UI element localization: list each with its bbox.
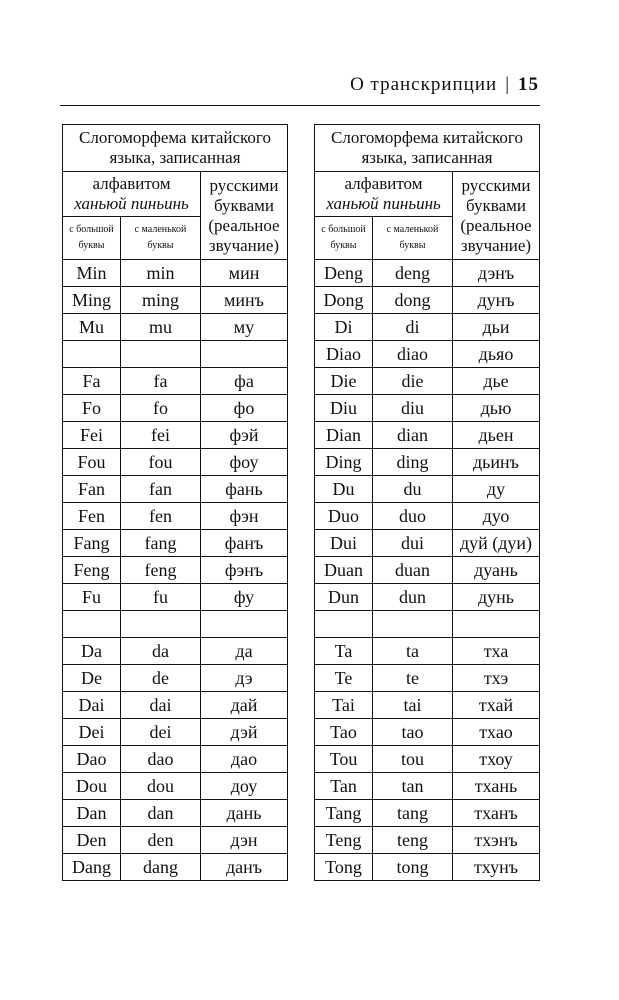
lowercase-cell xyxy=(121,341,201,368)
russian-cell: дье xyxy=(453,368,540,395)
table-row xyxy=(63,557,288,584)
russian-header-line: (реальное xyxy=(208,215,280,235)
table-row xyxy=(315,287,540,314)
uppercase-cell: Fa xyxy=(63,368,121,395)
table-row xyxy=(315,692,540,719)
running-head xyxy=(350,74,539,96)
table-row xyxy=(315,395,540,422)
lowercase-cell: di xyxy=(373,314,453,341)
uppercase-cell: Dou xyxy=(63,773,121,800)
table-row xyxy=(315,638,540,665)
table-row xyxy=(315,530,540,557)
table-body-right xyxy=(315,260,540,881)
table-title-line: Слогоморфема китайского xyxy=(79,128,271,147)
uppercase-cell: Min xyxy=(63,260,121,287)
lowercase-cell: mu xyxy=(121,314,201,341)
alphabet-header-line: алфавитом xyxy=(92,174,171,193)
table-row xyxy=(63,530,288,557)
lowercase-header xyxy=(373,217,453,260)
table-row xyxy=(63,692,288,719)
table-row xyxy=(63,773,288,800)
russian-cell: тхань xyxy=(453,773,540,800)
alphabet-header xyxy=(315,172,453,217)
case-header-line: с маленькой xyxy=(386,224,439,235)
lowercase-header xyxy=(121,217,201,260)
table-body-left xyxy=(63,260,288,881)
case-header-line: с большой xyxy=(69,224,114,235)
russian-cell: дьи xyxy=(453,314,540,341)
russian-header-line: русскими xyxy=(461,175,531,195)
case-header-line: буквы xyxy=(147,240,174,251)
uppercase-cell: Die xyxy=(315,368,373,395)
transcription-table-left xyxy=(62,124,288,881)
uppercase-cell: Te xyxy=(315,665,373,692)
lowercase-cell: teng xyxy=(373,827,453,854)
lowercase-cell: fei xyxy=(121,422,201,449)
table-row xyxy=(315,341,540,368)
uppercase-cell: Fo xyxy=(63,395,121,422)
uppercase-cell: Fou xyxy=(63,449,121,476)
table-row xyxy=(63,368,288,395)
uppercase-cell: Tan xyxy=(315,773,373,800)
russian-header-line: (реальное xyxy=(460,215,532,235)
russian-header xyxy=(201,172,288,260)
table-title-line: языка, записанная xyxy=(109,148,241,167)
uppercase-cell xyxy=(63,611,121,638)
lowercase-cell: de xyxy=(121,665,201,692)
table-row xyxy=(315,854,540,881)
russian-cell xyxy=(201,341,288,368)
uppercase-cell: Duan xyxy=(315,557,373,584)
table-row xyxy=(63,422,288,449)
russian-cell: дэ xyxy=(201,665,288,692)
russian-header xyxy=(453,172,540,260)
russian-cell: дьен xyxy=(453,422,540,449)
uppercase-cell: Deng xyxy=(315,260,373,287)
table-row xyxy=(315,800,540,827)
russian-cell: тханъ xyxy=(453,800,540,827)
lowercase-cell: duan xyxy=(373,557,453,584)
russian-cell: фэнъ xyxy=(201,557,288,584)
uppercase-cell: Dan xyxy=(63,800,121,827)
lowercase-cell: deng xyxy=(373,260,453,287)
lowercase-cell: fou xyxy=(121,449,201,476)
alphabet-header xyxy=(63,172,201,217)
lowercase-cell: tan xyxy=(373,773,453,800)
lowercase-cell: fa xyxy=(121,368,201,395)
uppercase-cell: Tai xyxy=(315,692,373,719)
uppercase-cell: Fang xyxy=(63,530,121,557)
russian-cell: дунь xyxy=(453,584,540,611)
russian-cell: тхунъ xyxy=(453,854,540,881)
russian-cell: фэн xyxy=(201,503,288,530)
uppercase-cell: Fei xyxy=(63,422,121,449)
lowercase-cell: fan xyxy=(121,476,201,503)
lowercase-cell xyxy=(373,611,453,638)
russian-cell: дай xyxy=(201,692,288,719)
lowercase-cell: diu xyxy=(373,395,453,422)
table-row xyxy=(63,476,288,503)
uppercase-header xyxy=(63,217,121,260)
russian-header-line: звучание) xyxy=(460,235,532,255)
uppercase-cell: Fan xyxy=(63,476,121,503)
case-header-line: с маленькой xyxy=(134,224,187,235)
lowercase-cell: den xyxy=(121,827,201,854)
lowercase-cell: tou xyxy=(373,746,453,773)
russian-cell: фоу xyxy=(201,449,288,476)
russian-cell: тхоу xyxy=(453,746,540,773)
table-row xyxy=(63,395,288,422)
uppercase-cell: Dai xyxy=(63,692,121,719)
lowercase-cell: tai xyxy=(373,692,453,719)
table-row xyxy=(63,746,288,773)
uppercase-cell: Duo xyxy=(315,503,373,530)
uppercase-cell: Du xyxy=(315,476,373,503)
lowercase-cell: dang xyxy=(121,854,201,881)
russian-cell xyxy=(453,611,540,638)
table-row xyxy=(315,557,540,584)
table-row xyxy=(315,746,540,773)
russian-cell: фэй xyxy=(201,422,288,449)
table-row xyxy=(315,422,540,449)
table-row xyxy=(63,611,288,638)
case-header-line: буквы xyxy=(78,240,105,251)
lowercase-cell: dian xyxy=(373,422,453,449)
table-row xyxy=(63,449,288,476)
table-row xyxy=(315,314,540,341)
lowercase-cell: tao xyxy=(373,719,453,746)
table-row xyxy=(315,503,540,530)
russian-cell: дэй xyxy=(201,719,288,746)
russian-cell: да xyxy=(201,638,288,665)
table-title-line: языка, записанная xyxy=(361,148,493,167)
uppercase-cell: Diao xyxy=(315,341,373,368)
table-row xyxy=(63,800,288,827)
uppercase-cell: Mu xyxy=(63,314,121,341)
uppercase-cell: Fen xyxy=(63,503,121,530)
russian-cell: дуань xyxy=(453,557,540,584)
table-row xyxy=(63,503,288,530)
russian-cell: дэн xyxy=(201,827,288,854)
table-row xyxy=(63,314,288,341)
table-row xyxy=(63,827,288,854)
russian-cell: тхэ xyxy=(453,665,540,692)
russian-cell xyxy=(201,611,288,638)
uppercase-cell: Tong xyxy=(315,854,373,881)
header-separator: | xyxy=(505,74,510,95)
uppercase-cell: Dui xyxy=(315,530,373,557)
russian-cell: дань xyxy=(201,800,288,827)
uppercase-cell: Fu xyxy=(63,584,121,611)
russian-cell: тхэнъ xyxy=(453,827,540,854)
uppercase-cell: Ta xyxy=(315,638,373,665)
russian-header-line: буквами xyxy=(466,195,526,215)
russian-cell: ду xyxy=(453,476,540,503)
russian-cell: дью xyxy=(453,395,540,422)
table-row xyxy=(63,584,288,611)
page-number: 15 xyxy=(518,74,539,95)
table-row xyxy=(315,584,540,611)
russian-cell: минъ xyxy=(201,287,288,314)
russian-cell: дьяо xyxy=(453,341,540,368)
russian-cell: дуо xyxy=(453,503,540,530)
russian-header-line: русскими xyxy=(209,175,279,195)
uppercase-cell: Tou xyxy=(315,746,373,773)
lowercase-cell: fen xyxy=(121,503,201,530)
uppercase-cell: Dei xyxy=(63,719,121,746)
table-row xyxy=(315,665,540,692)
table-title xyxy=(315,125,540,172)
alphabet-header-line: ханьюй пиньинь xyxy=(74,194,189,213)
table-row xyxy=(315,719,540,746)
uppercase-header xyxy=(315,217,373,260)
uppercase-cell xyxy=(315,611,373,638)
uppercase-cell: Ming xyxy=(63,287,121,314)
uppercase-cell: Ding xyxy=(315,449,373,476)
uppercase-cell: Di xyxy=(315,314,373,341)
table-row xyxy=(315,827,540,854)
table-title-line: Слогоморфема китайского xyxy=(331,128,523,147)
uppercase-cell: Dun xyxy=(315,584,373,611)
uppercase-cell: Teng xyxy=(315,827,373,854)
lowercase-cell: tang xyxy=(373,800,453,827)
table-row xyxy=(315,449,540,476)
table-row xyxy=(315,260,540,287)
table-row xyxy=(63,341,288,368)
uppercase-cell: Dian xyxy=(315,422,373,449)
table-row xyxy=(63,854,288,881)
alphabet-header-line: ханьюй пиньинь xyxy=(326,194,441,213)
lowercase-cell xyxy=(121,611,201,638)
russian-cell: мин xyxy=(201,260,288,287)
table-row xyxy=(315,773,540,800)
russian-cell: доу xyxy=(201,773,288,800)
lowercase-cell: ding xyxy=(373,449,453,476)
table-row xyxy=(315,611,540,638)
russian-header-line: звучание) xyxy=(208,235,280,255)
table-row xyxy=(63,287,288,314)
lowercase-cell: min xyxy=(121,260,201,287)
lowercase-cell: diao xyxy=(373,341,453,368)
uppercase-cell: Tao xyxy=(315,719,373,746)
russian-cell: фанъ xyxy=(201,530,288,557)
lowercase-cell: fang xyxy=(121,530,201,557)
uppercase-cell: Den xyxy=(63,827,121,854)
lowercase-cell: fu xyxy=(121,584,201,611)
lowercase-cell: dei xyxy=(121,719,201,746)
russian-cell: дуй (дуи) xyxy=(453,530,540,557)
uppercase-cell xyxy=(63,341,121,368)
russian-cell: дьинъ xyxy=(453,449,540,476)
russian-cell: дэнъ xyxy=(453,260,540,287)
lowercase-cell: tong xyxy=(373,854,453,881)
header-rule xyxy=(60,105,540,106)
russian-cell: фа xyxy=(201,368,288,395)
transcription-table-right xyxy=(314,124,540,881)
russian-cell: тха xyxy=(453,638,540,665)
uppercase-cell: De xyxy=(63,665,121,692)
table-row xyxy=(63,665,288,692)
russian-cell: тхао xyxy=(453,719,540,746)
case-header-line: буквы xyxy=(330,240,357,251)
uppercase-cell: Tang xyxy=(315,800,373,827)
lowercase-cell: fo xyxy=(121,395,201,422)
case-header-line: с большой xyxy=(321,224,366,235)
russian-cell: фань xyxy=(201,476,288,503)
lowercase-cell: ta xyxy=(373,638,453,665)
case-header-line: буквы xyxy=(399,240,426,251)
russian-cell: дунъ xyxy=(453,287,540,314)
lowercase-cell: dai xyxy=(121,692,201,719)
lowercase-cell: dui xyxy=(373,530,453,557)
uppercase-cell: Da xyxy=(63,638,121,665)
russian-cell: фу xyxy=(201,584,288,611)
russian-cell: данъ xyxy=(201,854,288,881)
uppercase-cell: Diu xyxy=(315,395,373,422)
lowercase-cell: duo xyxy=(373,503,453,530)
table-row xyxy=(63,638,288,665)
lowercase-cell: ming xyxy=(121,287,201,314)
lowercase-cell: dun xyxy=(373,584,453,611)
lowercase-cell: dou xyxy=(121,773,201,800)
russian-cell: тхай xyxy=(453,692,540,719)
table-row xyxy=(63,719,288,746)
alphabet-header-line: алфавитом xyxy=(344,174,423,193)
russian-cell: му xyxy=(201,314,288,341)
table-row xyxy=(315,368,540,395)
lowercase-cell: dong xyxy=(373,287,453,314)
uppercase-cell: Dang xyxy=(63,854,121,881)
lowercase-cell: feng xyxy=(121,557,201,584)
lowercase-cell: du xyxy=(373,476,453,503)
section-title: О транскрипции xyxy=(350,74,498,95)
lowercase-cell: dan xyxy=(121,800,201,827)
uppercase-cell: Dong xyxy=(315,287,373,314)
russian-cell: фо xyxy=(201,395,288,422)
russian-cell: дао xyxy=(201,746,288,773)
lowercase-cell: dao xyxy=(121,746,201,773)
russian-header-line: буквами xyxy=(214,195,274,215)
lowercase-cell: da xyxy=(121,638,201,665)
table-row xyxy=(63,260,288,287)
table-row xyxy=(315,476,540,503)
uppercase-cell: Dao xyxy=(63,746,121,773)
table-title xyxy=(63,125,288,172)
lowercase-cell: die xyxy=(373,368,453,395)
uppercase-cell: Feng xyxy=(63,557,121,584)
lowercase-cell: te xyxy=(373,665,453,692)
